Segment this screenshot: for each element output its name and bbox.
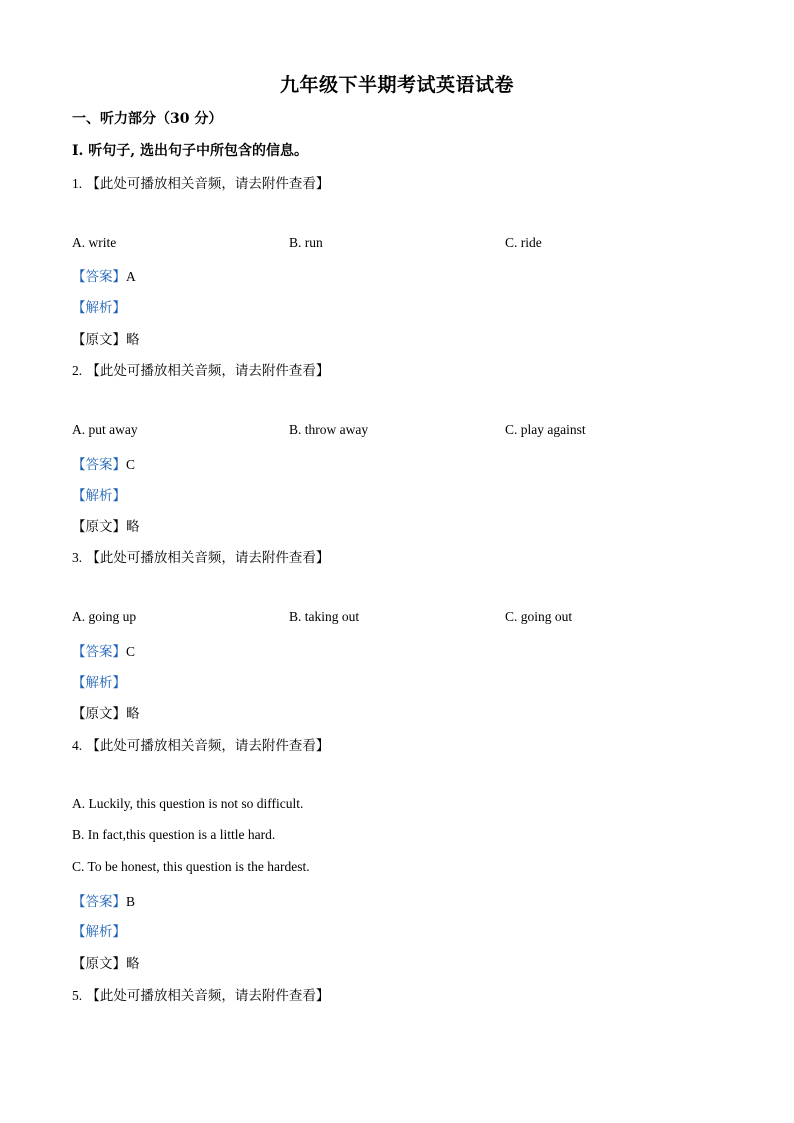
answer-line: [72, 265, 136, 285]
analysis-line: [72, 671, 126, 691]
option-c: C. going out: [505, 609, 573, 624]
original-line: [72, 515, 140, 535]
option-a: A. going up: [72, 609, 137, 624]
question-4: [72, 734, 329, 754]
option-c: C. ride: [505, 235, 542, 250]
answer-value: A: [126, 269, 136, 284]
answer-label: 【答案】: [72, 269, 126, 285]
question-number: 4.: [72, 738, 83, 753]
answer-line: [72, 890, 135, 910]
audio-prompt: 【此处可播放相关音频，请去附件查看】: [86, 738, 330, 754]
original-value: 略: [126, 706, 140, 722]
analysis-line: [72, 920, 126, 940]
question-2: [72, 359, 329, 379]
page-title: 九年级下半期考试英语试卷: [279, 74, 514, 96]
audio-prompt: 【此处可播放相关音频，请去附件查看】: [86, 988, 330, 1004]
audio-prompt: 【此处可播放相关音频，请去附件查看】: [86, 363, 330, 379]
answer-value: B: [126, 894, 136, 909]
answer-label: 【答案】: [72, 457, 126, 473]
original-label: 【原文】: [72, 956, 126, 972]
original-label: 【原文】: [72, 706, 126, 722]
option-b: B. throw away: [289, 422, 369, 437]
question-1: [72, 172, 329, 192]
option-a: A. write: [72, 235, 117, 250]
analysis-line: [72, 296, 126, 316]
audio-prompt: 【此处可播放相关音频，请去附件查看】: [86, 176, 330, 192]
option-c: C. To be honest, this question is the hardest.: [72, 859, 310, 874]
question-3: [72, 546, 329, 566]
original-line: [72, 328, 140, 348]
audio-prompt: 【此处可播放相关音频，请去附件查看】: [86, 550, 330, 566]
answer-line: [72, 640, 135, 660]
question-number: 1.: [72, 176, 83, 191]
original-value: 略: [126, 956, 140, 972]
original-line: [72, 702, 140, 722]
original-line: [72, 952, 140, 972]
original-label: 【原文】: [72, 332, 126, 348]
section-heading: 一、听力部分（30 分）: [72, 111, 223, 127]
original-label: 【原文】: [72, 519, 126, 535]
answer-label: 【答案】: [72, 644, 126, 660]
question-number: 5.: [72, 988, 83, 1003]
option-b: B. In fact,this question is a little hard.: [72, 827, 276, 842]
analysis-label: 【解析】: [72, 924, 126, 940]
option-a: A. Luckily, this question is not so difficult.: [72, 796, 304, 811]
part-heading: I. 听句子, 选出句子中所包含的信息。: [72, 143, 309, 159]
question-number: 3.: [72, 550, 83, 565]
answer-label: 【答案】: [72, 894, 126, 910]
option-c: C. play against: [505, 422, 586, 437]
answer-value: C: [126, 457, 136, 472]
analysis-label: 【解析】: [72, 488, 126, 504]
original-value: 略: [126, 519, 140, 535]
option-b: B. taking out: [289, 609, 360, 624]
option-a: A. put away: [72, 422, 138, 437]
original-value: 略: [126, 332, 140, 348]
answer-value: C: [126, 644, 136, 659]
question-5: [72, 984, 329, 1004]
analysis-line: [72, 484, 126, 504]
answer-line: [72, 453, 135, 473]
analysis-label: 【解析】: [72, 675, 126, 691]
option-b: B. run: [289, 235, 323, 250]
question-number: 2.: [72, 363, 83, 378]
analysis-label: 【解析】: [72, 300, 126, 316]
